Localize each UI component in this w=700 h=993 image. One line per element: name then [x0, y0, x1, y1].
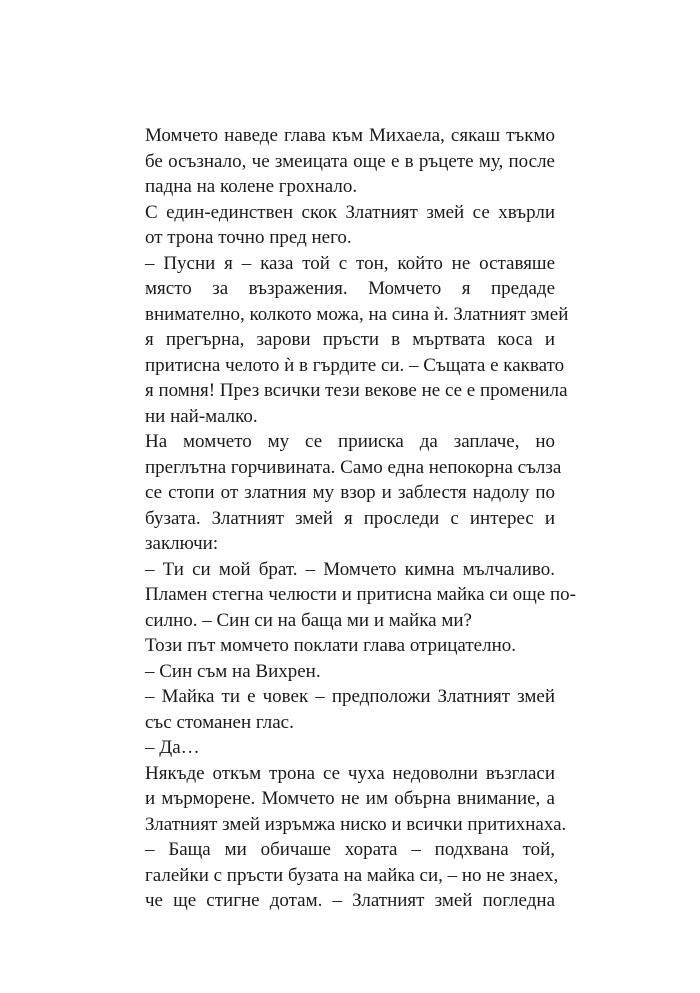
text-line: заключи: [145, 533, 219, 554]
text-line: Този път момчето поклати глава отрицателно. [145, 635, 517, 656]
text-line: галейки с пръсти бузата на майка си, – но не знаех, [145, 864, 559, 886]
text-line: бе осъзнало, че змеицата още е в ръцете му, после [145, 150, 555, 172]
text-line: място за възражения. Момчето я предаде [145, 278, 555, 299]
text-line: че ще стигне дотам. – Златният змей погледна [145, 890, 555, 911]
text-line: внимателно, колкото можа, на сина ѝ. Златният змей [145, 303, 569, 325]
text-line: бузата. Златният змей я проследи с интерес и [145, 507, 555, 529]
text-line: – Баща ми обичаше хората – подхвана той, [145, 839, 555, 860]
text-line: – Син съм на Вихрен. [145, 660, 321, 682]
text-line: се стопи от златния му взор и заблестя надолу по [145, 482, 555, 503]
text-line: я помня! През всички тези векове не се е променила [145, 380, 568, 401]
text-line: силно. – Син си на баща ми и майка ми? [145, 609, 472, 631]
text-line: С един-единствен скок Златният змей се хвърли [145, 201, 555, 223]
text-line: Някъде откъм трона се чуха недоволни възгласи [145, 762, 555, 784]
text-line: преглътна горчивината. Само една непокорна сълза [145, 456, 562, 478]
text-line: ни най-малко. [145, 405, 258, 427]
page-body-text [145, 123, 576, 914]
text-line: Пламен стегна челюсти и притисна майка си още по- [145, 584, 576, 605]
text-line: я прегърна, зарови пръсти в мъртвата коса и [145, 329, 555, 350]
text-line: – Да… [145, 737, 200, 758]
text-line: притисна челото ѝ в гърдите си. – Същата е каквато [145, 354, 565, 376]
text-line: – Пусни я – каза той с тон, който не оставяше [145, 252, 555, 274]
text-line: – Ти си мой брат. – Момчето кимна мълчаливо. [145, 558, 555, 580]
text-line: – Майка ти е човек – предположи Златният змей [145, 686, 555, 707]
text-line: падна на колене грохнало. [145, 176, 358, 197]
text-line: и мърморене. Момчето не им обърна внимание, а [145, 788, 555, 809]
text-line: от трона точно пред него. [145, 227, 352, 248]
text-line: Златният змей изръмжа ниско и всички притихнаха. [145, 813, 567, 835]
text-line: Момчето наведе глава към Михаела, сякаш тъкмо [145, 125, 555, 146]
text-line: На момчето му се прииска да заплаче, но [145, 431, 555, 452]
text-line: със стоманен глас. [145, 711, 294, 733]
